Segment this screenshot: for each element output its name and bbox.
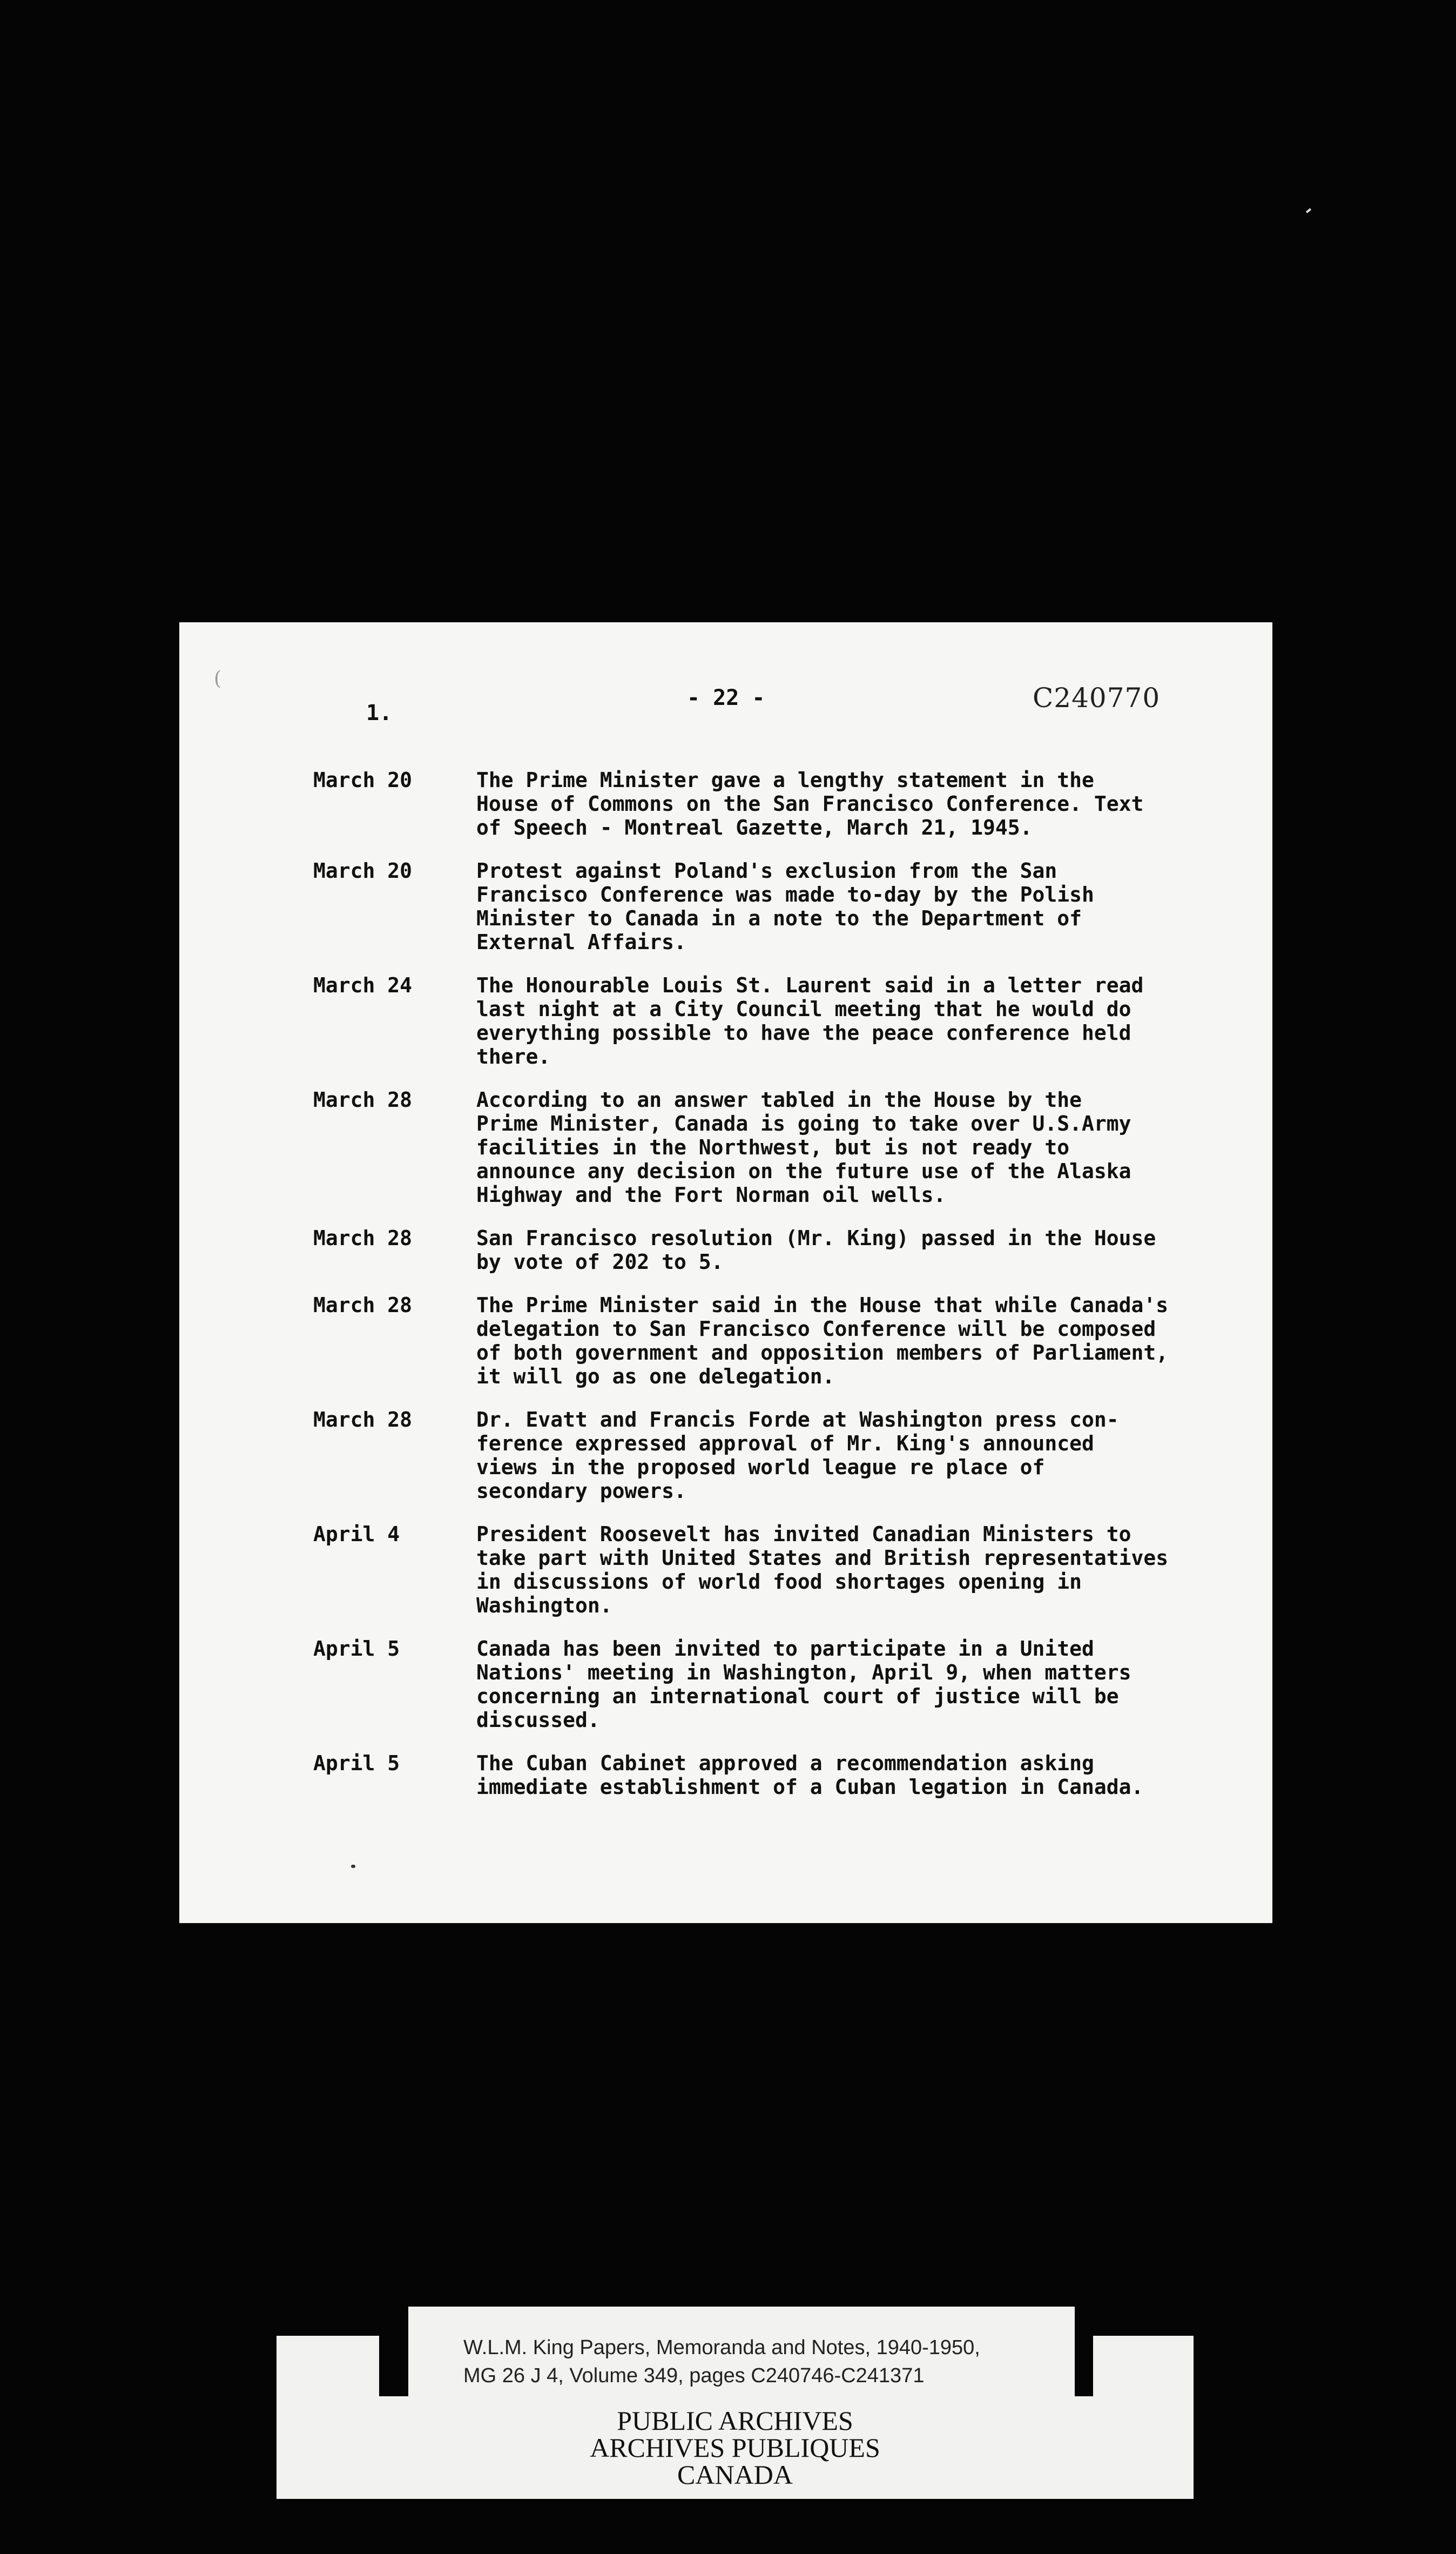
entry-date: March 20 bbox=[313, 768, 413, 792]
entry-date: March 28 bbox=[313, 1226, 413, 1250]
entry-text: The Prime Minister gave a lengthy statement in the House of Commons on the San Francisco Conference. Text of Speech - Montreal Gazette, March 21, 1945. bbox=[476, 768, 1144, 839]
entry-text: President Roosevelt has invited Canadian Ministers to take part with United States and British representatives in discussions of world food shortages opening in Washington. bbox=[476, 1522, 1169, 1617]
archive-caption-line1: W.L.M. King Papers, Memoranda and Notes, 1940-1950, bbox=[463, 2336, 980, 2359]
entry-date: April 5 bbox=[313, 1637, 400, 1661]
ink-dot bbox=[351, 1865, 355, 1868]
entry-date: March 24 bbox=[313, 973, 413, 997]
archive-label-tab-left bbox=[277, 2336, 379, 2401]
entry-text: Dr. Evatt and Francis Forde at Washington press con- ference expressed approval of Mr. King's announced views in the proposed world league re place of secondary powers. bbox=[476, 1408, 1119, 1503]
archive-caption-line2: MG 26 J 4, Volume 349, pages C240746-C241371 bbox=[463, 2364, 925, 2387]
document-page bbox=[179, 622, 1272, 1923]
chronology-entry bbox=[313, 1293, 1264, 1388]
chronology-list bbox=[313, 768, 1264, 1818]
chronology-entry bbox=[313, 973, 1264, 1068]
entry-text: The Honourable Louis St. Laurent said in a letter read last night at a City Council meeting that he would do everything possible to have the peace conference held there. bbox=[476, 973, 1144, 1068]
entry-text: According to an answer tabled in the House by the Prime Minister, Canada is going to take over U.S.Army facilities in the Northwest, but is not ready to announce any decision on the future use of the Alaska Highway and the Fort Norman oil wells. bbox=[476, 1088, 1131, 1207]
entry-date: March 28 bbox=[313, 1408, 413, 1431]
margin-mark: ( bbox=[214, 668, 222, 690]
entry-text: The Prime Minister said in the House that while Canada's delegation to San Francisco Conference will be composed of both government and opposition members of Parliament, it will go as one delegation. bbox=[476, 1293, 1169, 1388]
chronology-entry bbox=[313, 1637, 1264, 1732]
chronology-entry bbox=[313, 1751, 1264, 1799]
entry-date: March 20 bbox=[313, 859, 413, 883]
scan-speck bbox=[1306, 208, 1311, 213]
archive-name-en: PUBLIC ARCHIVES bbox=[617, 2405, 853, 2436]
archive-label-tab-right bbox=[1093, 2336, 1194, 2401]
entry-text: The Cuban Cabinet approved a recommendation asking immediate establishment of a Cuban legation in Canada. bbox=[476, 1751, 1144, 1799]
archive-stamp bbox=[277, 2407, 1194, 2488]
entry-text: Protest against Poland's exclusion from the San Francisco Conference was made to-day by the Polish Minister to Canada in a note to the Department of External Affairs. bbox=[476, 859, 1094, 954]
chronology-entry bbox=[313, 1226, 1264, 1274]
entry-date: March 28 bbox=[313, 1293, 413, 1317]
chronology-entry bbox=[313, 1408, 1264, 1503]
chronology-entry bbox=[313, 1522, 1264, 1617]
entry-date: April 4 bbox=[313, 1522, 400, 1546]
entry-date: March 28 bbox=[313, 1088, 413, 1112]
chronology-entry bbox=[313, 768, 1264, 839]
document-code: C240770 bbox=[1033, 682, 1161, 714]
archive-name-fr: ARCHIVES PUBLIQUES bbox=[590, 2432, 880, 2463]
archive-country: CANADA bbox=[677, 2459, 793, 2490]
entry-text: Canada has been invited to participate in a United Nations' meeting in Washington, April 9, when matters concerning an international court of justice will be discussed. bbox=[476, 1637, 1131, 1732]
chronology-entry bbox=[313, 859, 1264, 954]
page-label: 1. bbox=[366, 701, 393, 725]
entry-text: San Francisco resolution (Mr. King) passed in the House by vote of 202 to 5. bbox=[476, 1226, 1156, 1274]
archive-caption bbox=[463, 2334, 1068, 2390]
page-number: - 22 - bbox=[687, 685, 765, 710]
entry-date: April 5 bbox=[313, 1751, 400, 1775]
chronology-entry bbox=[313, 1088, 1264, 1207]
